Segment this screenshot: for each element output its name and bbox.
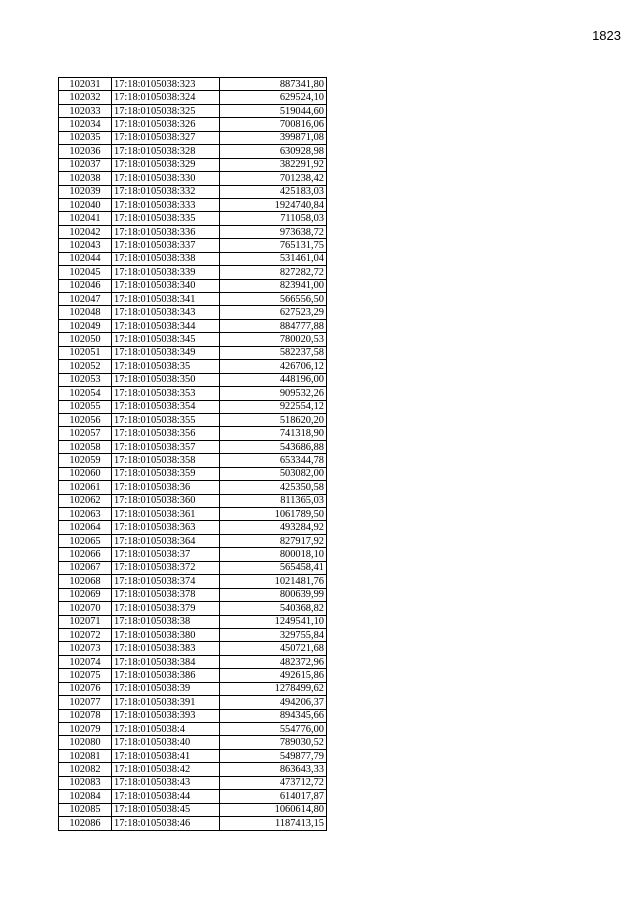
row-number-cell: 102063: [59, 508, 112, 521]
cadastral-value-cell: 823941,00: [220, 279, 327, 292]
row-number-cell: 102057: [59, 427, 112, 440]
cadastral-number-cell: 17:18:0105038:358: [112, 454, 220, 467]
table-row: [59, 763, 327, 776]
cadastral-number-cell: 17:18:0105038:374: [112, 575, 220, 588]
cadastral-value-table: [58, 77, 327, 831]
cadastral-number-cell: 17:18:0105038:336: [112, 225, 220, 238]
cadastral-value-cell: 518620,20: [220, 413, 327, 426]
cadastral-number-cell: 17:18:0105038:330: [112, 172, 220, 185]
cadastral-number-cell: 17:18:0105038:339: [112, 266, 220, 279]
cadastral-number-cell: 17:18:0105038:4: [112, 723, 220, 736]
cadastral-value-cell: 519044,60: [220, 104, 327, 117]
row-number-cell: 102069: [59, 588, 112, 601]
cadastral-number-cell: 17:18:0105038:343: [112, 306, 220, 319]
cadastral-value-cell: 329755,84: [220, 628, 327, 641]
table-row: [59, 790, 327, 803]
cadastral-value-cell: 1249541,10: [220, 615, 327, 628]
table-body: [59, 78, 327, 831]
cadastral-value-cell: 425183,03: [220, 185, 327, 198]
table-row: [59, 803, 327, 816]
row-number-cell: 102060: [59, 467, 112, 480]
table-row: [59, 306, 327, 319]
cadastral-number-cell: 17:18:0105038:353: [112, 387, 220, 400]
cadastral-value-cell: 789030,52: [220, 736, 327, 749]
table-row: [59, 575, 327, 588]
cadastral-number-cell: 17:18:0105038:345: [112, 333, 220, 346]
table-row: [59, 225, 327, 238]
table-row: [59, 400, 327, 413]
row-number-cell: 102065: [59, 534, 112, 547]
cadastral-number-cell: 17:18:0105038:361: [112, 508, 220, 521]
cadastral-number-cell: 17:18:0105038:386: [112, 669, 220, 682]
cadastral-number-cell: 17:18:0105038:335: [112, 212, 220, 225]
row-number-cell: 102038: [59, 172, 112, 185]
cadastral-value-cell: 1060614,80: [220, 803, 327, 816]
row-number-cell: 102070: [59, 602, 112, 615]
cadastral-value-cell: 653344,78: [220, 454, 327, 467]
cadastral-value-cell: 426706,12: [220, 360, 327, 373]
cadastral-value-cell: 884777,88: [220, 319, 327, 332]
row-number-cell: 102035: [59, 131, 112, 144]
table-row: [59, 293, 327, 306]
row-number-cell: 102078: [59, 709, 112, 722]
row-number-cell: 102072: [59, 628, 112, 641]
table-row: [59, 158, 327, 171]
cadastral-value-cell: 780020,53: [220, 333, 327, 346]
row-number-cell: 102067: [59, 561, 112, 574]
table-row: [59, 319, 327, 332]
cadastral-value-cell: 473712,72: [220, 776, 327, 789]
row-number-cell: 102039: [59, 185, 112, 198]
table-row: [59, 508, 327, 521]
table-row: [59, 723, 327, 736]
cadastral-value-cell: 399871,08: [220, 131, 327, 144]
cadastral-value-cell: 630928,98: [220, 145, 327, 158]
table-row: [59, 561, 327, 574]
cadastral-number-cell: 17:18:0105038:45: [112, 803, 220, 816]
cadastral-value-cell: 827282,72: [220, 266, 327, 279]
cadastral-number-cell: 17:18:0105038:372: [112, 561, 220, 574]
cadastral-value-cell: 448196,00: [220, 373, 327, 386]
table-row: [59, 239, 327, 252]
row-number-cell: 102068: [59, 575, 112, 588]
table-row: [59, 387, 327, 400]
cadastral-number-cell: 17:18:0105038:325: [112, 104, 220, 117]
table-row: [59, 360, 327, 373]
cadastral-number-cell: 17:18:0105038:41: [112, 749, 220, 762]
cadastral-number-cell: 17:18:0105038:46: [112, 817, 220, 830]
cadastral-value-cell: 450721,68: [220, 642, 327, 655]
table-row: [59, 118, 327, 131]
cadastral-value-cell: 566556,50: [220, 293, 327, 306]
row-number-cell: 102051: [59, 346, 112, 359]
cadastral-number-cell: 17:18:0105038:364: [112, 534, 220, 547]
cadastral-value-cell: 894345,66: [220, 709, 327, 722]
table-row: [59, 736, 327, 749]
cadastral-number-cell: 17:18:0105038:332: [112, 185, 220, 198]
cadastral-value-cell: 765131,75: [220, 239, 327, 252]
cadastral-number-cell: 17:18:0105038:43: [112, 776, 220, 789]
row-number-cell: 102086: [59, 817, 112, 830]
row-number-cell: 102082: [59, 763, 112, 776]
cadastral-number-cell: 17:18:0105038:383: [112, 642, 220, 655]
table-row: [59, 534, 327, 547]
cadastral-number-cell: 17:18:0105038:391: [112, 696, 220, 709]
cadastral-value-cell: 1061789,50: [220, 508, 327, 521]
cadastral-value-cell: 863643,33: [220, 763, 327, 776]
cadastral-value-cell: 1187413,15: [220, 817, 327, 830]
row-number-cell: 102071: [59, 615, 112, 628]
table-row: [59, 682, 327, 695]
table-row: [59, 198, 327, 211]
row-number-cell: 102042: [59, 225, 112, 238]
row-number-cell: 102064: [59, 521, 112, 534]
cadastral-value-cell: 482372,96: [220, 655, 327, 668]
table-row: [59, 749, 327, 762]
row-number-cell: 102047: [59, 293, 112, 306]
cadastral-number-cell: 17:18:0105038:327: [112, 131, 220, 144]
table-row: [59, 427, 327, 440]
row-number-cell: 102049: [59, 319, 112, 332]
cadastral-value-cell: 582237,58: [220, 346, 327, 359]
cadastral-number-cell: 17:18:0105038:40: [112, 736, 220, 749]
table-row: [59, 588, 327, 601]
row-number-cell: 102059: [59, 454, 112, 467]
row-number-cell: 102062: [59, 494, 112, 507]
table-row: [59, 440, 327, 453]
cadastral-value-cell: 425350,58: [220, 481, 327, 494]
cadastral-value-cell: 543686,88: [220, 440, 327, 453]
cadastral-number-cell: 17:18:0105038:323: [112, 78, 220, 91]
table-row: [59, 279, 327, 292]
cadastral-value-cell: 800639,99: [220, 588, 327, 601]
cadastral-number-cell: 17:18:0105038:356: [112, 427, 220, 440]
row-number-cell: 102044: [59, 252, 112, 265]
row-number-cell: 102050: [59, 333, 112, 346]
row-number-cell: 102031: [59, 78, 112, 91]
table-row: [59, 669, 327, 682]
cadastral-value-cell: 503082,00: [220, 467, 327, 480]
row-number-cell: 102079: [59, 723, 112, 736]
cadastral-number-cell: 17:18:0105038:359: [112, 467, 220, 480]
cadastral-number-cell: 17:18:0105038:328: [112, 145, 220, 158]
row-number-cell: 102046: [59, 279, 112, 292]
cadastral-number-cell: 17:18:0105038:340: [112, 279, 220, 292]
row-number-cell: 102056: [59, 413, 112, 426]
cadastral-number-cell: 17:18:0105038:379: [112, 602, 220, 615]
table-row: [59, 373, 327, 386]
table-row: [59, 185, 327, 198]
cadastral-value-cell: 1924740,84: [220, 198, 327, 211]
table-row: [59, 454, 327, 467]
cadastral-value-cell: 531461,04: [220, 252, 327, 265]
cadastral-number-cell: 17:18:0105038:363: [112, 521, 220, 534]
cadastral-value-cell: 741318,90: [220, 427, 327, 440]
row-number-cell: 102032: [59, 91, 112, 104]
cadastral-number-cell: 17:18:0105038:344: [112, 319, 220, 332]
row-number-cell: 102052: [59, 360, 112, 373]
row-number-cell: 102040: [59, 198, 112, 211]
table-row: [59, 494, 327, 507]
table-row: [59, 548, 327, 561]
cadastral-value-cell: 1021481,76: [220, 575, 327, 588]
table-row: [59, 655, 327, 668]
row-number-cell: 102076: [59, 682, 112, 695]
row-number-cell: 102037: [59, 158, 112, 171]
row-number-cell: 102053: [59, 373, 112, 386]
cadastral-number-cell: 17:18:0105038:38: [112, 615, 220, 628]
table-row: [59, 252, 327, 265]
row-number-cell: 102075: [59, 669, 112, 682]
cadastral-number-cell: 17:18:0105038:350: [112, 373, 220, 386]
cadastral-value-cell: 1278499,62: [220, 682, 327, 695]
cadastral-number-cell: 17:18:0105038:354: [112, 400, 220, 413]
cadastral-value-cell: 493284,92: [220, 521, 327, 534]
cadastral-value-cell: 382291,92: [220, 158, 327, 171]
cadastral-number-cell: 17:18:0105038:42: [112, 763, 220, 776]
table-row: [59, 696, 327, 709]
row-number-cell: 102033: [59, 104, 112, 117]
cadastral-number-cell: 17:18:0105038:324: [112, 91, 220, 104]
cadastral-value-cell: 540368,82: [220, 602, 327, 615]
table-row: [59, 642, 327, 655]
row-number-cell: 102080: [59, 736, 112, 749]
table-row: [59, 131, 327, 144]
cadastral-number-cell: 17:18:0105038:338: [112, 252, 220, 265]
cadastral-value-cell: 492615,86: [220, 669, 327, 682]
cadastral-value-cell: 922554,12: [220, 400, 327, 413]
table-row: [59, 145, 327, 158]
cadastral-value-cell: 973638,72: [220, 225, 327, 238]
cadastral-value-cell: 494206,37: [220, 696, 327, 709]
row-number-cell: 102041: [59, 212, 112, 225]
table-row: [59, 602, 327, 615]
table-row: [59, 709, 327, 722]
cadastral-number-cell: 17:18:0105038:341: [112, 293, 220, 306]
cadastral-value-cell: 887341,80: [220, 78, 327, 91]
row-number-cell: 102084: [59, 790, 112, 803]
table-row: [59, 78, 327, 91]
page-number: 1823: [592, 28, 621, 43]
table-row: [59, 817, 327, 830]
table-row: [59, 172, 327, 185]
cadastral-number-cell: 17:18:0105038:384: [112, 655, 220, 668]
table-row: [59, 104, 327, 117]
cadastral-value-cell: 800018,10: [220, 548, 327, 561]
table-row: [59, 615, 327, 628]
cadastral-number-cell: 17:18:0105038:329: [112, 158, 220, 171]
cadastral-number-cell: 17:18:0105038:326: [112, 118, 220, 131]
row-number-cell: 102048: [59, 306, 112, 319]
row-number-cell: 102036: [59, 145, 112, 158]
table-row: [59, 467, 327, 480]
cadastral-number-cell: 17:18:0105038:349: [112, 346, 220, 359]
row-number-cell: 102061: [59, 481, 112, 494]
cadastral-value-cell: 811365,03: [220, 494, 327, 507]
table-row: [59, 212, 327, 225]
table-row: [59, 776, 327, 789]
cadastral-number-cell: 17:18:0105038:393: [112, 709, 220, 722]
cadastral-value-cell: 565458,41: [220, 561, 327, 574]
table-row: [59, 628, 327, 641]
row-number-cell: 102043: [59, 239, 112, 252]
cadastral-value-cell: 549877,79: [220, 749, 327, 762]
cadastral-value-cell: 827917,92: [220, 534, 327, 547]
table-row: [59, 521, 327, 534]
cadastral-value-cell: 711058,03: [220, 212, 327, 225]
cadastral-value-cell: 700816,06: [220, 118, 327, 131]
table-row: [59, 333, 327, 346]
cadastral-number-cell: 17:18:0105038:44: [112, 790, 220, 803]
row-number-cell: 102074: [59, 655, 112, 668]
row-number-cell: 102055: [59, 400, 112, 413]
row-number-cell: 102073: [59, 642, 112, 655]
table-row: [59, 266, 327, 279]
row-number-cell: 102081: [59, 749, 112, 762]
cadastral-number-cell: 17:18:0105038:378: [112, 588, 220, 601]
cadastral-value-cell: 701238,42: [220, 172, 327, 185]
cadastral-value-cell: 627523,29: [220, 306, 327, 319]
table-row: [59, 346, 327, 359]
cadastral-number-cell: 17:18:0105038:333: [112, 198, 220, 211]
row-number-cell: 102083: [59, 776, 112, 789]
table-row: [59, 91, 327, 104]
cadastral-value-cell: 614017,87: [220, 790, 327, 803]
cadastral-number-cell: 17:18:0105038:37: [112, 548, 220, 561]
cadastral-number-cell: 17:18:0105038:36: [112, 481, 220, 494]
row-number-cell: 102077: [59, 696, 112, 709]
cadastral-number-cell: 17:18:0105038:360: [112, 494, 220, 507]
row-number-cell: 102054: [59, 387, 112, 400]
cadastral-number-cell: 17:18:0105038:39: [112, 682, 220, 695]
cadastral-number-cell: 17:18:0105038:35: [112, 360, 220, 373]
row-number-cell: 102034: [59, 118, 112, 131]
table-row: [59, 481, 327, 494]
cadastral-number-cell: 17:18:0105038:357: [112, 440, 220, 453]
cadastral-value-cell: 554776,00: [220, 723, 327, 736]
row-number-cell: 102066: [59, 548, 112, 561]
row-number-cell: 102058: [59, 440, 112, 453]
table-row: [59, 413, 327, 426]
row-number-cell: 102085: [59, 803, 112, 816]
row-number-cell: 102045: [59, 266, 112, 279]
cadastral-number-cell: 17:18:0105038:380: [112, 628, 220, 641]
cadastral-value-cell: 629524,10: [220, 91, 327, 104]
cadastral-number-cell: 17:18:0105038:355: [112, 413, 220, 426]
cadastral-value-cell: 909532,26: [220, 387, 327, 400]
cadastral-number-cell: 17:18:0105038:337: [112, 239, 220, 252]
